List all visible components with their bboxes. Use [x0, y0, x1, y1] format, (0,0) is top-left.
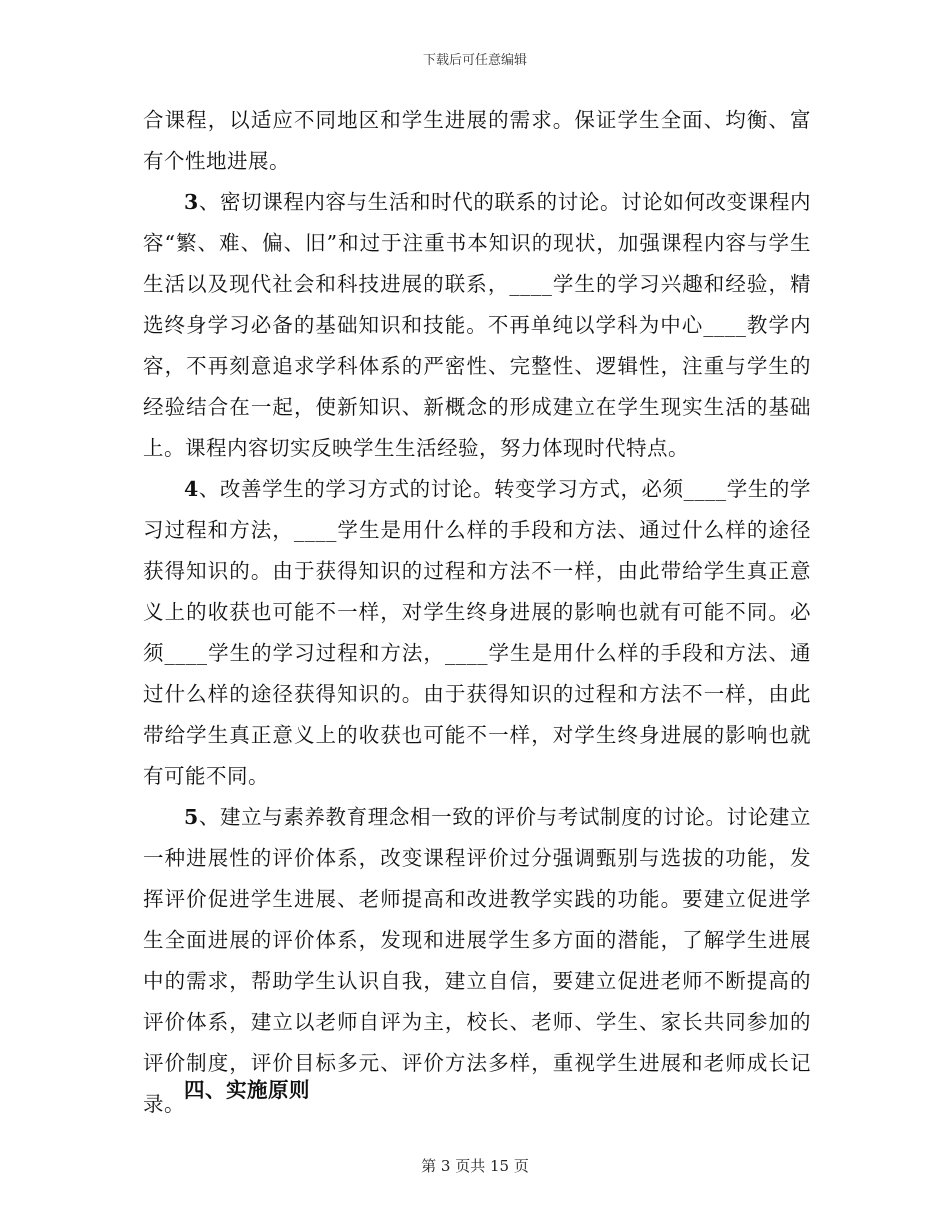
page-header: 下载后可任意编辑	[422, 53, 527, 68]
paragraph-text: 、建立与素养教育理念相一致的评价与考试制度的讨论。讨论建立一种进展性的评价体系，改变课程评价过分强调甄别与选拔的功能，发挥评价促进学生进展、老师提高和改进教学实践的功能。要建立促进学生全面进展的评价体系，发现和进展学生多方面的潜能，了解学生进展中的需求，帮助学生认识自我，建立自信，要建立促进老师不断提高的评价体系，建立以老师自评为主，校长、老师、学生、家长共同参加的评价制度，评价目标多元、评价方法多样，重视学生进展和老师成长记录。	[143, 805, 811, 1116]
section-heading: 四、实施原则	[184, 1078, 310, 1102]
paragraph-text: 、改善学生的学习方式的讨论。转变学习方式，必须____学生的学习过程和方法，____学生是用什么样的手段和方法、通过什么样的途径获得知识的。由于获得知识的过程和方法不一样，由此带给学生真正意义上的收获也可能不一样，对学生终身进展的影响也就有可能不同。必须____学生的学习过程和方法，____学生是用什么样的手段和方法、通过什么样的途径获得知识的。由于获得知识的过程和方法不一样，由此带给学生真正意义上的收获也可能不一样，对学生终身进展的影响也就有可能不同。	[143, 477, 811, 788]
item-number: 4	[184, 477, 199, 501]
paragraph-item-4	[143, 469, 811, 797]
paragraph-item-3	[143, 182, 811, 469]
item-number: 5	[184, 805, 199, 829]
paragraph-text: 、密切课程内容与生活和时代的联系的讨论。讨论如何改变课程内容“繁、难、偏、旧”和过于注重书本知识的现状，加强课程内容与学生生活以及现代社会和科技进展的联系，____学生的学习兴趣和经验，精选终身学习必备的基础知识和技能。不再单纯以学科为中心____教学内容，不再刻意追求学科体系的严密性、完整性、逻辑性，注重与学生的经验结合在一起，使新知识、新概念的形成建立在学生现实生活的基础上。课程内容切实反映学生生活经验，努力体现时代特点。	[143, 190, 811, 460]
paragraph-text: 合课程，以适应不同地区和学生进展的需求。保证学生全面、均衡、富有个性地进展。	[143, 108, 811, 173]
paragraph-continuation	[143, 100, 811, 182]
document-body	[143, 100, 811, 1125]
item-number: 3	[184, 190, 199, 214]
page-footer: 第 3 页共 15 页	[421, 1157, 529, 1175]
